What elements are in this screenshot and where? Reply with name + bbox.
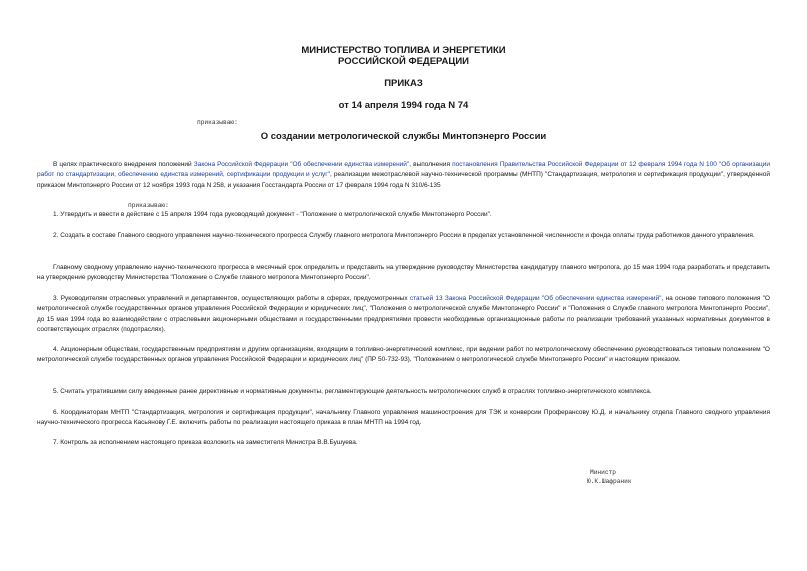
- item-1: 1. Утвердить и ввести в действие с 15 апреля 1994 года руководящий документ - "Положение о метрологической службе Минтопэнерго России".: [53, 211, 492, 218]
- document-date-number: от 14 апреля 1994 года N 74: [338, 100, 469, 111]
- preamble-text-3: , реализации межотраслевой научно-технической программы (МНТП) "Стандартизация, метрология и сертификация продукции", утвержденной приказом Минтопэнерго России от 12 ноября 1993 года N 258, и указания Госстандарта России от 17 февраля 1994 года N 310/6-135: [37, 171, 770, 189]
- signature-position: Министр: [590, 469, 616, 476]
- law-link[interactable]: Закона Российской Федерации "Об обеспечении единства измерений": [193, 161, 410, 168]
- item-3-text-2: , на основе типового положения "О метрологической службе государственных органов управления Российской Федерации и юридических лиц", "Положения о метрологической службе Минтопэнерго России" и "Положения о Службе главного метролога Минтопэнерго России", до 15 мая 1994 года во взаимодействии с отраслевыми акционерными обществами и государственными предприятиями провести необходимые организационные работы по реализации требований указанных нормативных документов в соответствующих отраслях (подотраслях).: [37, 295, 770, 334]
- article-13-link[interactable]: статьей 13 Закона Российской Федерации "Об обеспечении единства измерений": [409, 295, 662, 302]
- preamble-text-2: , выполнения: [409, 161, 453, 168]
- prikazyvayu-label: приказываю:: [128, 202, 169, 209]
- item-2-continuation: Главному сводному управлению научно-технического прогресса в месячный срок определить и представить на утверждение руководству Министерства кандидатуру главного метролога, до 15 мая 1994 года разработать и представить на утверждение руководству Министерства "Положение о Службе главного метролога Минтопэнерго России".: [37, 264, 770, 282]
- item-3-text-1: 3. Руководителям отраслевых управлений и департаментов, осуществляющих работы в сферах, предусмотренных: [53, 295, 410, 302]
- item-4: 4. Акционерным обществам, государственным предприятиям и другим организациям, входящим в топливно-энергетический комплекс, при ведении работ по метрологическому обеспечению руководствоваться типовым положением "О метрологической службе государственных органов управления Российской Федерации и юридических лиц" (ПР 50-732-93), "Положением о метрологической службе Минтопэнерго России" и настоящим приказом.: [37, 346, 770, 364]
- item-5: 5. Считать утратившими силу введенные ранее директивные и нормативные документы, регламентирующие деятельность метрологических служб в отраслях топливно-энергетического комплекса.: [53, 388, 652, 395]
- item-6: 6. Координаторам МНТП "Стандартизация, метрология и сертификация продукции", начальнику Главного управления машиностроения для ТЭК и конверсии Проферансову Ю.Д. и начальнику отдела Главного сводного управления научно-технического прогресса Касьянову Г.Е. включить работы по реализации настоящего приказа в план МНТП на 1994 год.: [37, 409, 770, 427]
- document-title: О создании метрологической службы Минтопэнерго России: [260, 131, 547, 142]
- prikazyvayu-label-top: приказываю:: [197, 119, 238, 126]
- preamble-text-1: В целях практического внедрения положений: [53, 161, 194, 168]
- preamble-paragraph: [37, 160, 770, 191]
- item-2: 2. Создать в составе Главного сводного управления научно-технического прогресса Службу главного метролога Минтопэнерго России в пределах установленной численности и фонда оплаты труда работников данного управления.: [53, 232, 755, 239]
- item-3: [37, 294, 770, 336]
- item-7: 7. Контроль за исполнением настоящего приказа возложить на заместителя Министра В.В.Бушуева.: [53, 439, 358, 446]
- document-type: ПРИКАЗ: [384, 78, 423, 89]
- ministry-name-line-1: МИНИСТЕРСТВО ТОПЛИВА И ЭНЕРГЕТИКИ: [301, 45, 506, 56]
- signature-name: Ю.К.Шафраник: [587, 478, 632, 485]
- government-decree-link[interactable]: постановления Правительства Российской Федерации от 12 февраля 1994 года N 100 "Об организации работ по стандартизации, обеспечению единства измерений, сертификации продукции и услуг": [37, 161, 770, 179]
- ministry-name-line-2: РОССИЙСКОЙ ФЕДЕРАЦИИ: [337, 56, 469, 67]
